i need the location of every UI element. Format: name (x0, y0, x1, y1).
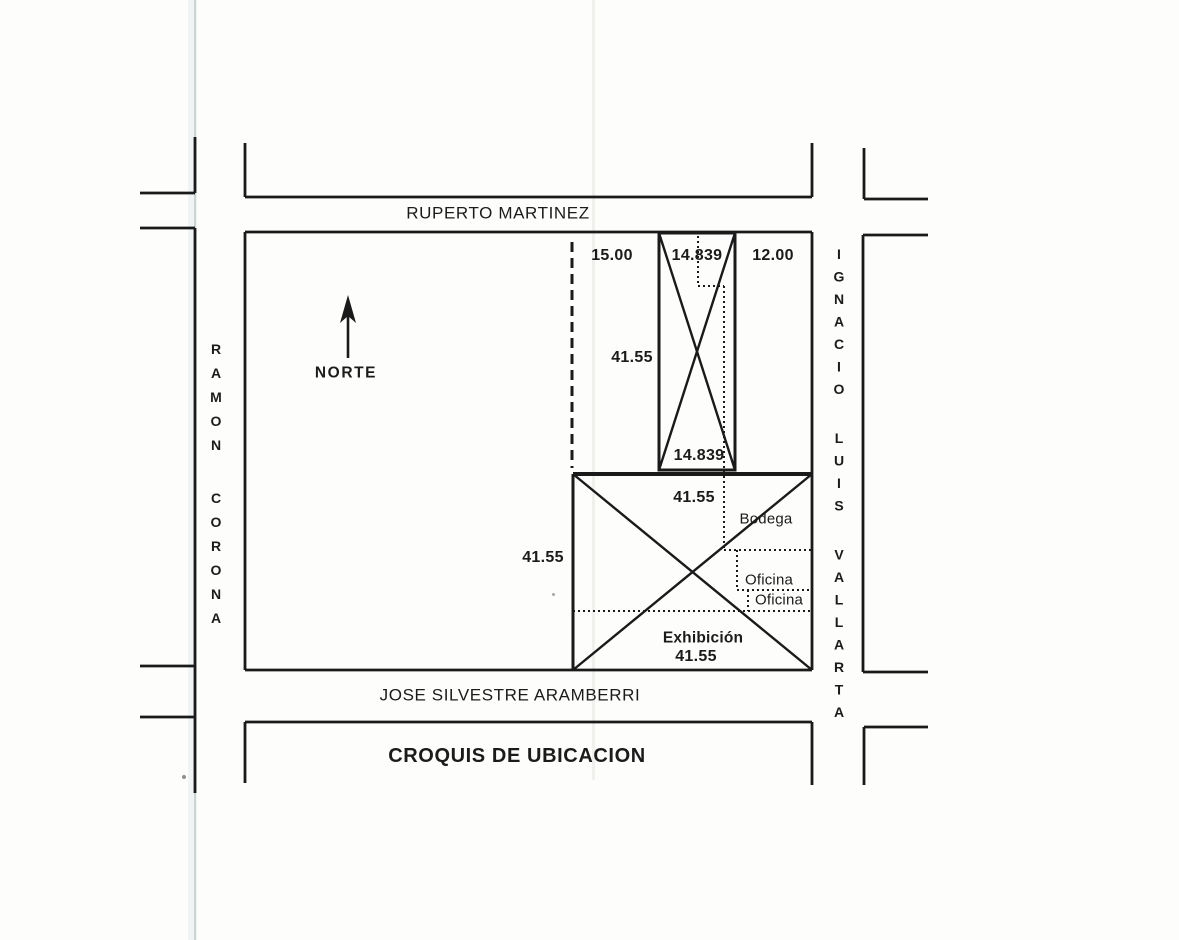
north-label: NORTE (314, 364, 378, 382)
street-label-ignacio-luis-vallarta: IGNACIO LUIS VALLARTA (831, 246, 847, 727)
street-label-ruperto-martinez: RUPERTO MARTINEZ (406, 203, 590, 223)
dimension-front-right: 12.00 (752, 247, 794, 264)
north-arrow (340, 295, 356, 358)
dimension-upper-depth: 41.55 (611, 349, 653, 366)
page-title: CROQUIS DE UBICACION (388, 745, 646, 767)
room-label-bodega: Bodega (739, 510, 793, 528)
dimension-rear-width: 14.839 (673, 447, 725, 464)
dimension-front-left: 15.00 (591, 247, 633, 264)
dimension-lower-top-width: 41.55 (673, 489, 715, 506)
street-label-jose-silvestre-aramberri: JOSE SILVESTRE ARAMBERRI (379, 685, 641, 705)
room-label-oficina-upper: Oficina (744, 571, 794, 589)
street-label-ramon-corona: RAMON CORONA (208, 341, 224, 634)
room-label-exhibicion: Exhibición (662, 629, 744, 647)
dimension-front-center: 14.839 (671, 247, 723, 264)
room-label-oficina-lower: Oficina (754, 591, 804, 609)
dimension-lower-bottom-width: 41.55 (675, 648, 717, 665)
dimension-lower-left-depth: 41.55 (522, 549, 564, 566)
